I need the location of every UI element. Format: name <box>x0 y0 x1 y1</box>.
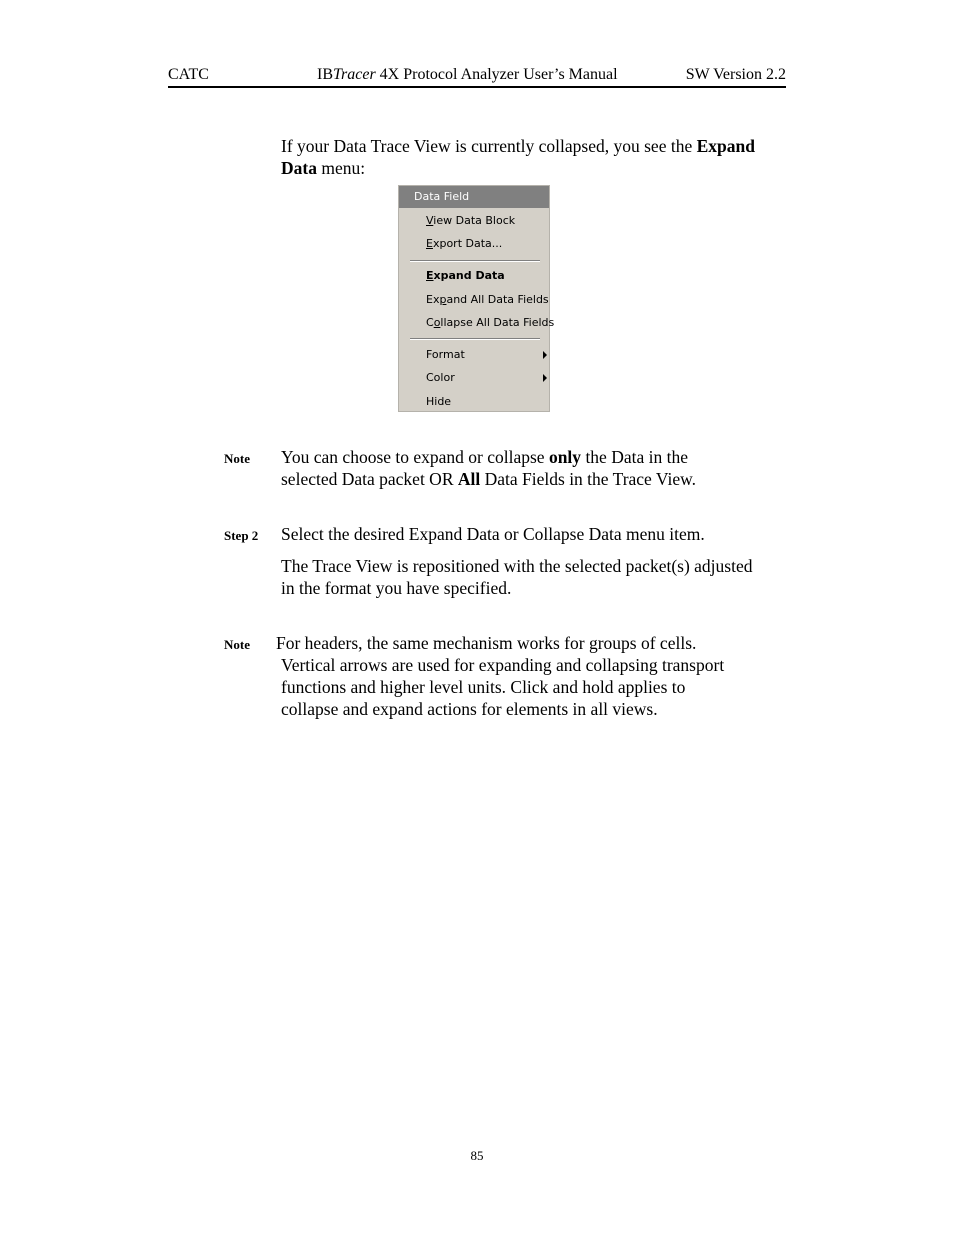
menu-title: Data Field <box>399 186 549 208</box>
step-label: Step 2 <box>224 528 259 543</box>
intro-text-2: menu: <box>316 158 366 178</box>
mnemonic-o: o <box>433 316 441 329</box>
menu-separator <box>410 338 540 340</box>
mnemonic-p: p <box>439 293 447 306</box>
menu-item-label: xport Data... <box>432 237 503 250</box>
menu-item-color[interactable]: Color <box>426 371 455 384</box>
note2-line-3: functions and higher level units. Click and hold applies to <box>281 677 686 697</box>
note-label: Note <box>224 451 250 466</box>
note1-line-1 <box>281 446 688 468</box>
step2-text: Select the desired Expand Data or Collapse Data menu item. <box>281 524 705 544</box>
menu-item-label: and All Data Fields <box>446 293 549 306</box>
page-number: 85 <box>470 1148 484 1163</box>
menu-item-expand-data[interactable] <box>426 269 505 283</box>
note2-line-4: collapse and expand actions for elements in all views. <box>281 699 658 719</box>
menu-item-view-data-block[interactable] <box>426 214 515 228</box>
intro-bold-1: Expand <box>696 136 755 156</box>
mnemonic-e: E <box>426 237 433 250</box>
step2-result-line-2: in the format you have specified. <box>281 578 512 598</box>
intro-text-1: If your Data Trace View is currently collapsed, you see the <box>281 136 697 156</box>
header-title-prefix: IB <box>317 66 333 83</box>
note1-text: Data Fields in the Trace View. <box>480 469 696 489</box>
menu-item-format[interactable]: Format <box>426 348 465 361</box>
note1-bold: only <box>548 447 582 467</box>
menu-item-label: iew Data Block <box>433 214 516 227</box>
menu-item-label: Ex <box>426 293 440 306</box>
menu-item-collapse-all-data-fields[interactable] <box>426 316 554 330</box>
mnemonic-e: E <box>426 269 434 282</box>
header-title-suffix: 4X Protocol Analyzer User’s Manual <box>375 66 618 83</box>
menu-item-label: llapse All Data Fields <box>440 316 555 329</box>
header-title <box>317 66 618 84</box>
mnemonic-v: V <box>426 214 434 227</box>
intro-bold-2: Data <box>281 158 317 178</box>
step2-result-line-1: The Trace View is repositioned with the selected packet(s) adjusted <box>281 556 753 576</box>
intro-line-1 <box>281 135 755 157</box>
header-version: SW Version 2.2 <box>685 66 786 83</box>
data-field-context-menu <box>398 185 555 412</box>
note1-text: You can choose to expand or collapse <box>281 447 549 467</box>
running-header <box>168 64 786 88</box>
note1-text: the Data in the <box>581 447 688 467</box>
header-title-italic: Tracer <box>333 66 376 83</box>
submenu-arrow-icon <box>543 351 547 359</box>
menu-item-label: xpand Data <box>433 269 505 282</box>
menu-item-export-data[interactable] <box>426 237 502 251</box>
note1-text: selected Data packet OR <box>281 469 458 489</box>
intro-line-2 <box>281 157 365 179</box>
note1-line-2 <box>281 468 696 490</box>
submenu-arrow-icon <box>543 374 547 382</box>
header-company: CATC <box>168 66 209 83</box>
note2-line-1: For headers, the same mechanism works for groups of cells. <box>276 633 697 653</box>
menu-item-expand-all-data-fields[interactable] <box>426 293 549 307</box>
menu-item-label: C <box>426 316 434 329</box>
menu-separator <box>410 260 540 262</box>
note-label: Note <box>224 637 250 652</box>
note2-line-2: Vertical arrows are used for expanding and collapsing transport <box>281 655 725 675</box>
menu-item-hide[interactable]: Hide <box>426 395 452 408</box>
note1-bold: All <box>457 469 481 489</box>
